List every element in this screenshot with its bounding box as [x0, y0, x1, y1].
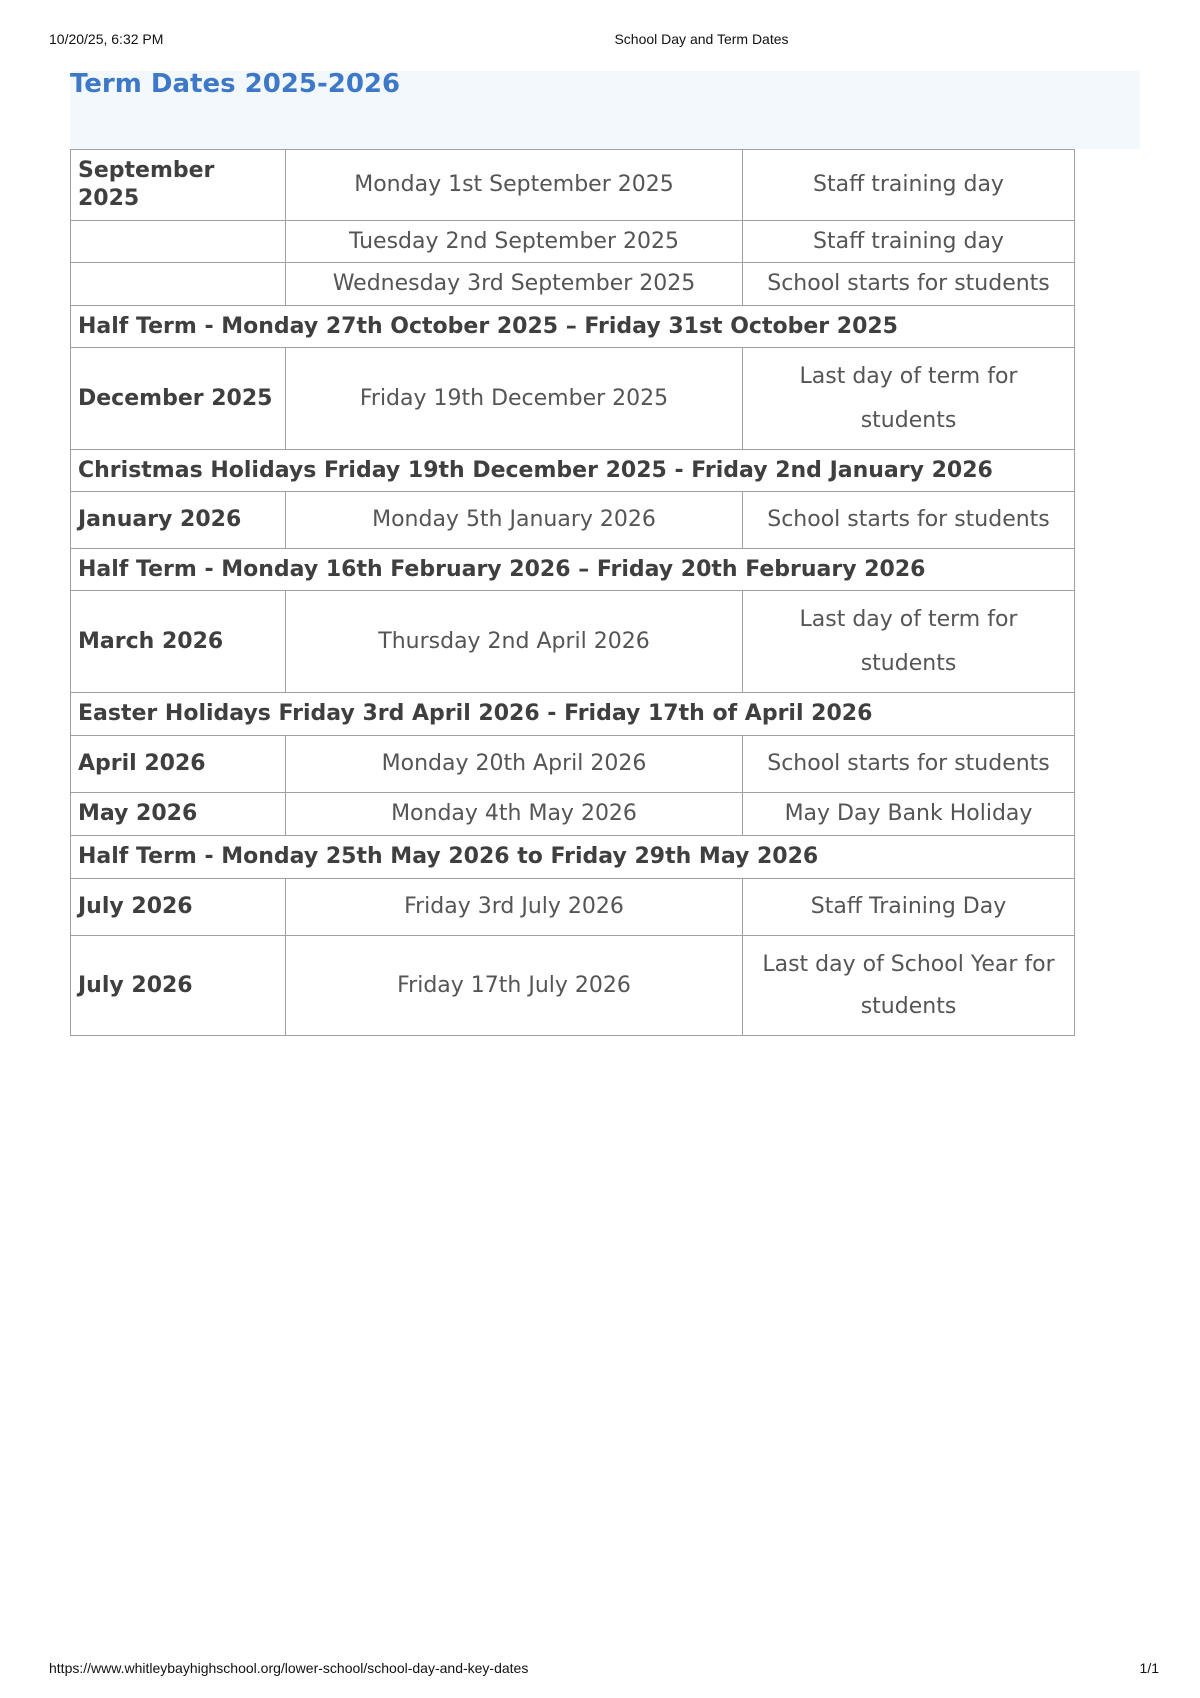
holiday-row — [71, 549, 1075, 591]
event-cell: School starts for students — [743, 736, 1075, 793]
date-cell: Friday 3rd July 2026 — [286, 879, 743, 936]
table-row — [71, 150, 1075, 221]
month-cell: May 2026 — [71, 793, 286, 836]
date-cell: Tuesday 2nd September 2025 — [286, 221, 743, 263]
print-header-title: School Day and Term Dates — [614, 31, 789, 47]
event-cell: Staff training day — [743, 150, 1075, 221]
month-cell — [71, 221, 286, 263]
date-cell: Friday 17th July 2026 — [286, 936, 743, 1036]
month-cell: January 2026 — [71, 492, 286, 549]
table-row — [71, 263, 1075, 306]
term-dates-table — [70, 149, 1075, 1036]
holiday-row — [71, 450, 1075, 492]
event-cell: Staff Training Day — [743, 879, 1075, 936]
month-cell — [71, 263, 286, 306]
holiday-cell: Half Term - Monday 25th May 2026 to Friday 29th May 2026 — [71, 836, 1075, 879]
table-row — [71, 936, 1075, 1036]
table-row — [71, 879, 1075, 936]
page-number: 1/1 — [1139, 1660, 1159, 1676]
event-cell: School starts for students — [743, 492, 1075, 549]
source-url-link[interactable]: https://www.whitleybayhighschool.org/lower-school/school-day-and-key-dates — [49, 1660, 529, 1676]
table-row — [71, 221, 1075, 263]
month-cell: April 2026 — [71, 736, 286, 793]
holiday-cell: Half Term - Monday 16th February 2026 – Friday 20th February 2026 — [71, 549, 1075, 591]
table-row — [71, 348, 1075, 450]
event-cell: Last day of term for students — [743, 591, 1075, 693]
holiday-cell: Easter Holidays Friday 3rd April 2026 - Friday 17th of April 2026 — [71, 693, 1075, 736]
holiday-row — [71, 693, 1075, 736]
table-row — [71, 492, 1075, 549]
table-row — [71, 736, 1075, 793]
print-header-title-wrap — [0, 31, 1200, 47]
date-cell: Monday 20th April 2026 — [286, 736, 743, 793]
event-cell: Staff training day — [743, 221, 1075, 263]
month-cell: March 2026 — [71, 591, 286, 693]
table-row — [71, 793, 1075, 836]
date-cell: Monday 4th May 2026 — [286, 793, 743, 836]
holiday-cell: Half Term - Monday 27th October 2025 – Friday 31st October 2025 — [71, 306, 1075, 348]
date-cell: Monday 1st September 2025 — [286, 150, 743, 221]
event-cell: Last day of School Year for students — [743, 936, 1075, 1036]
date-cell: Thursday 2nd April 2026 — [286, 591, 743, 693]
table-row — [71, 591, 1075, 693]
month-cell: December 2025 — [71, 348, 286, 450]
print-header-datetime: 10/20/25, 6:32 PM — [49, 31, 164, 47]
date-cell: Friday 19th December 2025 — [286, 348, 743, 450]
month-cell: July 2026 — [71, 936, 286, 1036]
event-cell: May Day Bank Holiday — [743, 793, 1075, 836]
date-cell: Monday 5th January 2026 — [286, 492, 743, 549]
page-title: Term Dates 2025-2026 — [70, 69, 401, 99]
event-cell: Last day of term for students — [743, 348, 1075, 450]
holiday-row — [71, 306, 1075, 348]
month-cell: September 2025 — [71, 150, 286, 221]
date-cell: Wednesday 3rd September 2025 — [286, 263, 743, 306]
month-cell: July 2026 — [71, 879, 286, 936]
event-cell: School starts for students — [743, 263, 1075, 306]
holiday-row — [71, 836, 1075, 879]
holiday-cell: Christmas Holidays Friday 19th December 2025 - Friday 2nd January 2026 — [71, 450, 1075, 492]
